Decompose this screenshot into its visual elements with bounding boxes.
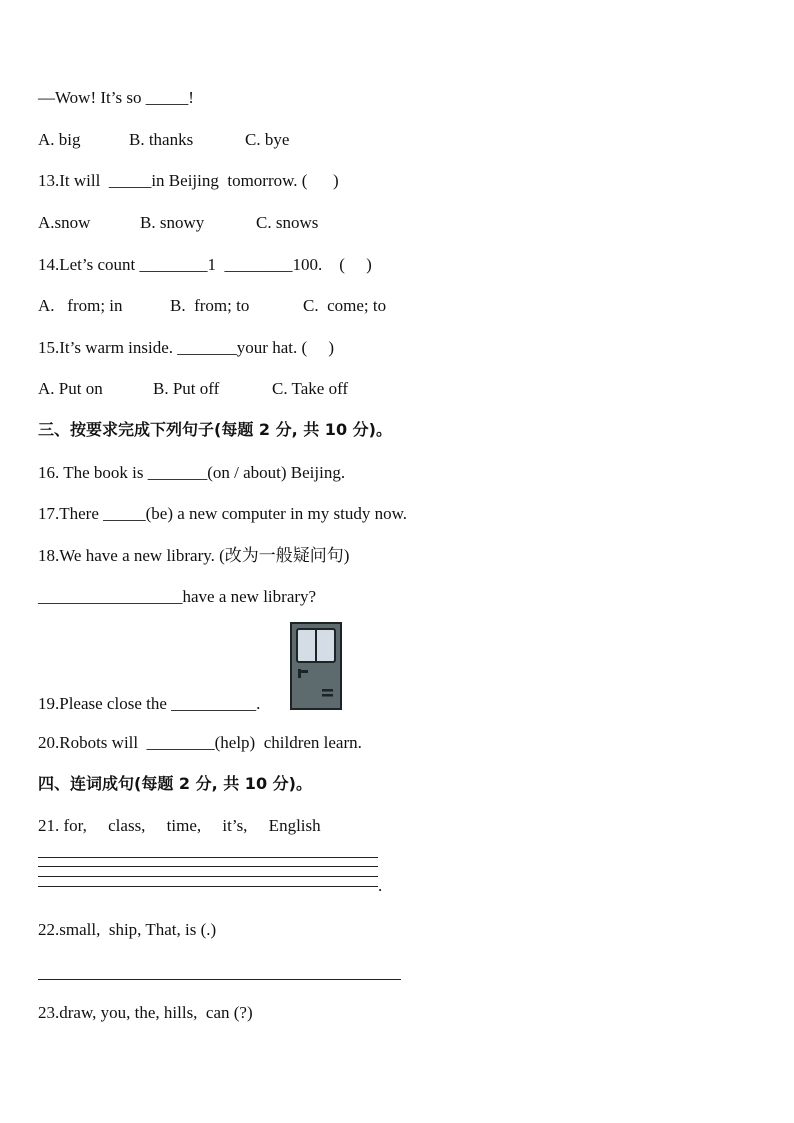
q15-option-c: C. Take off xyxy=(272,379,349,398)
door-icon xyxy=(290,622,342,710)
q18-answer-line: _________________have a new library? xyxy=(38,587,317,606)
q12-dialog-line: —Wow! It’s so _____! xyxy=(38,88,194,107)
q22-question: 22.small, ship, That, is (.) xyxy=(38,920,217,939)
q16-question: 16. The book is _______(on / about) Beijing. xyxy=(38,463,346,482)
q14-option-a: A. from; in xyxy=(38,296,123,315)
q15-option-b: B. Put off xyxy=(153,379,220,398)
q13-option-b: B. snowy xyxy=(140,213,205,232)
q12-option-b: B. thanks xyxy=(129,130,194,149)
q17-question: 17.There _____(be) a new computer in my study now. xyxy=(38,504,408,523)
section-4-heading: 四、连词成句(每题 2 分, 共 10 分)。 xyxy=(38,774,312,793)
q12-option-a: A. big xyxy=(38,130,81,149)
q13-option-a: A.snow xyxy=(38,213,91,232)
q21-end-period: . xyxy=(378,876,383,895)
q21-answer-rule-3 xyxy=(38,876,378,877)
q14-option-c: C. come; to xyxy=(303,296,387,315)
q15-option-a: A. Put on xyxy=(38,379,103,398)
q13-option-c: C. snows xyxy=(256,213,319,232)
q21-answer-rule-1 xyxy=(38,857,378,858)
q20-question: 20.Robots will ________(help) children learn. xyxy=(38,733,362,752)
q14-option-b: B. from; to xyxy=(170,296,250,315)
q12-option-c: C. bye xyxy=(245,130,290,149)
q21-answer-rule-2 xyxy=(38,866,378,867)
q23-question: 23.draw, you, the, hills, can (?) xyxy=(38,1003,253,1022)
q14-question: 14.Let’s count ________1 ________100. ( ) xyxy=(38,255,372,274)
q19-question: 19.Please close the __________. xyxy=(38,694,261,713)
q13-question: 13.It will _____in Beijing tomorrow. ( ) xyxy=(38,171,339,190)
q21-answer-rule-4 xyxy=(38,886,378,887)
q21-question: 21. for, class, time, it’s, English xyxy=(38,816,321,835)
q22-answer-rule xyxy=(38,979,401,980)
q15-question: 15.It’s warm inside. _______your hat. ( ) xyxy=(38,338,335,357)
section-3-heading: 三、按要求完成下列句子(每题 2 分, 共 10 分)。 xyxy=(38,420,392,439)
q18-question: 18.We have a new library. (改为一般疑问句) xyxy=(38,546,350,565)
